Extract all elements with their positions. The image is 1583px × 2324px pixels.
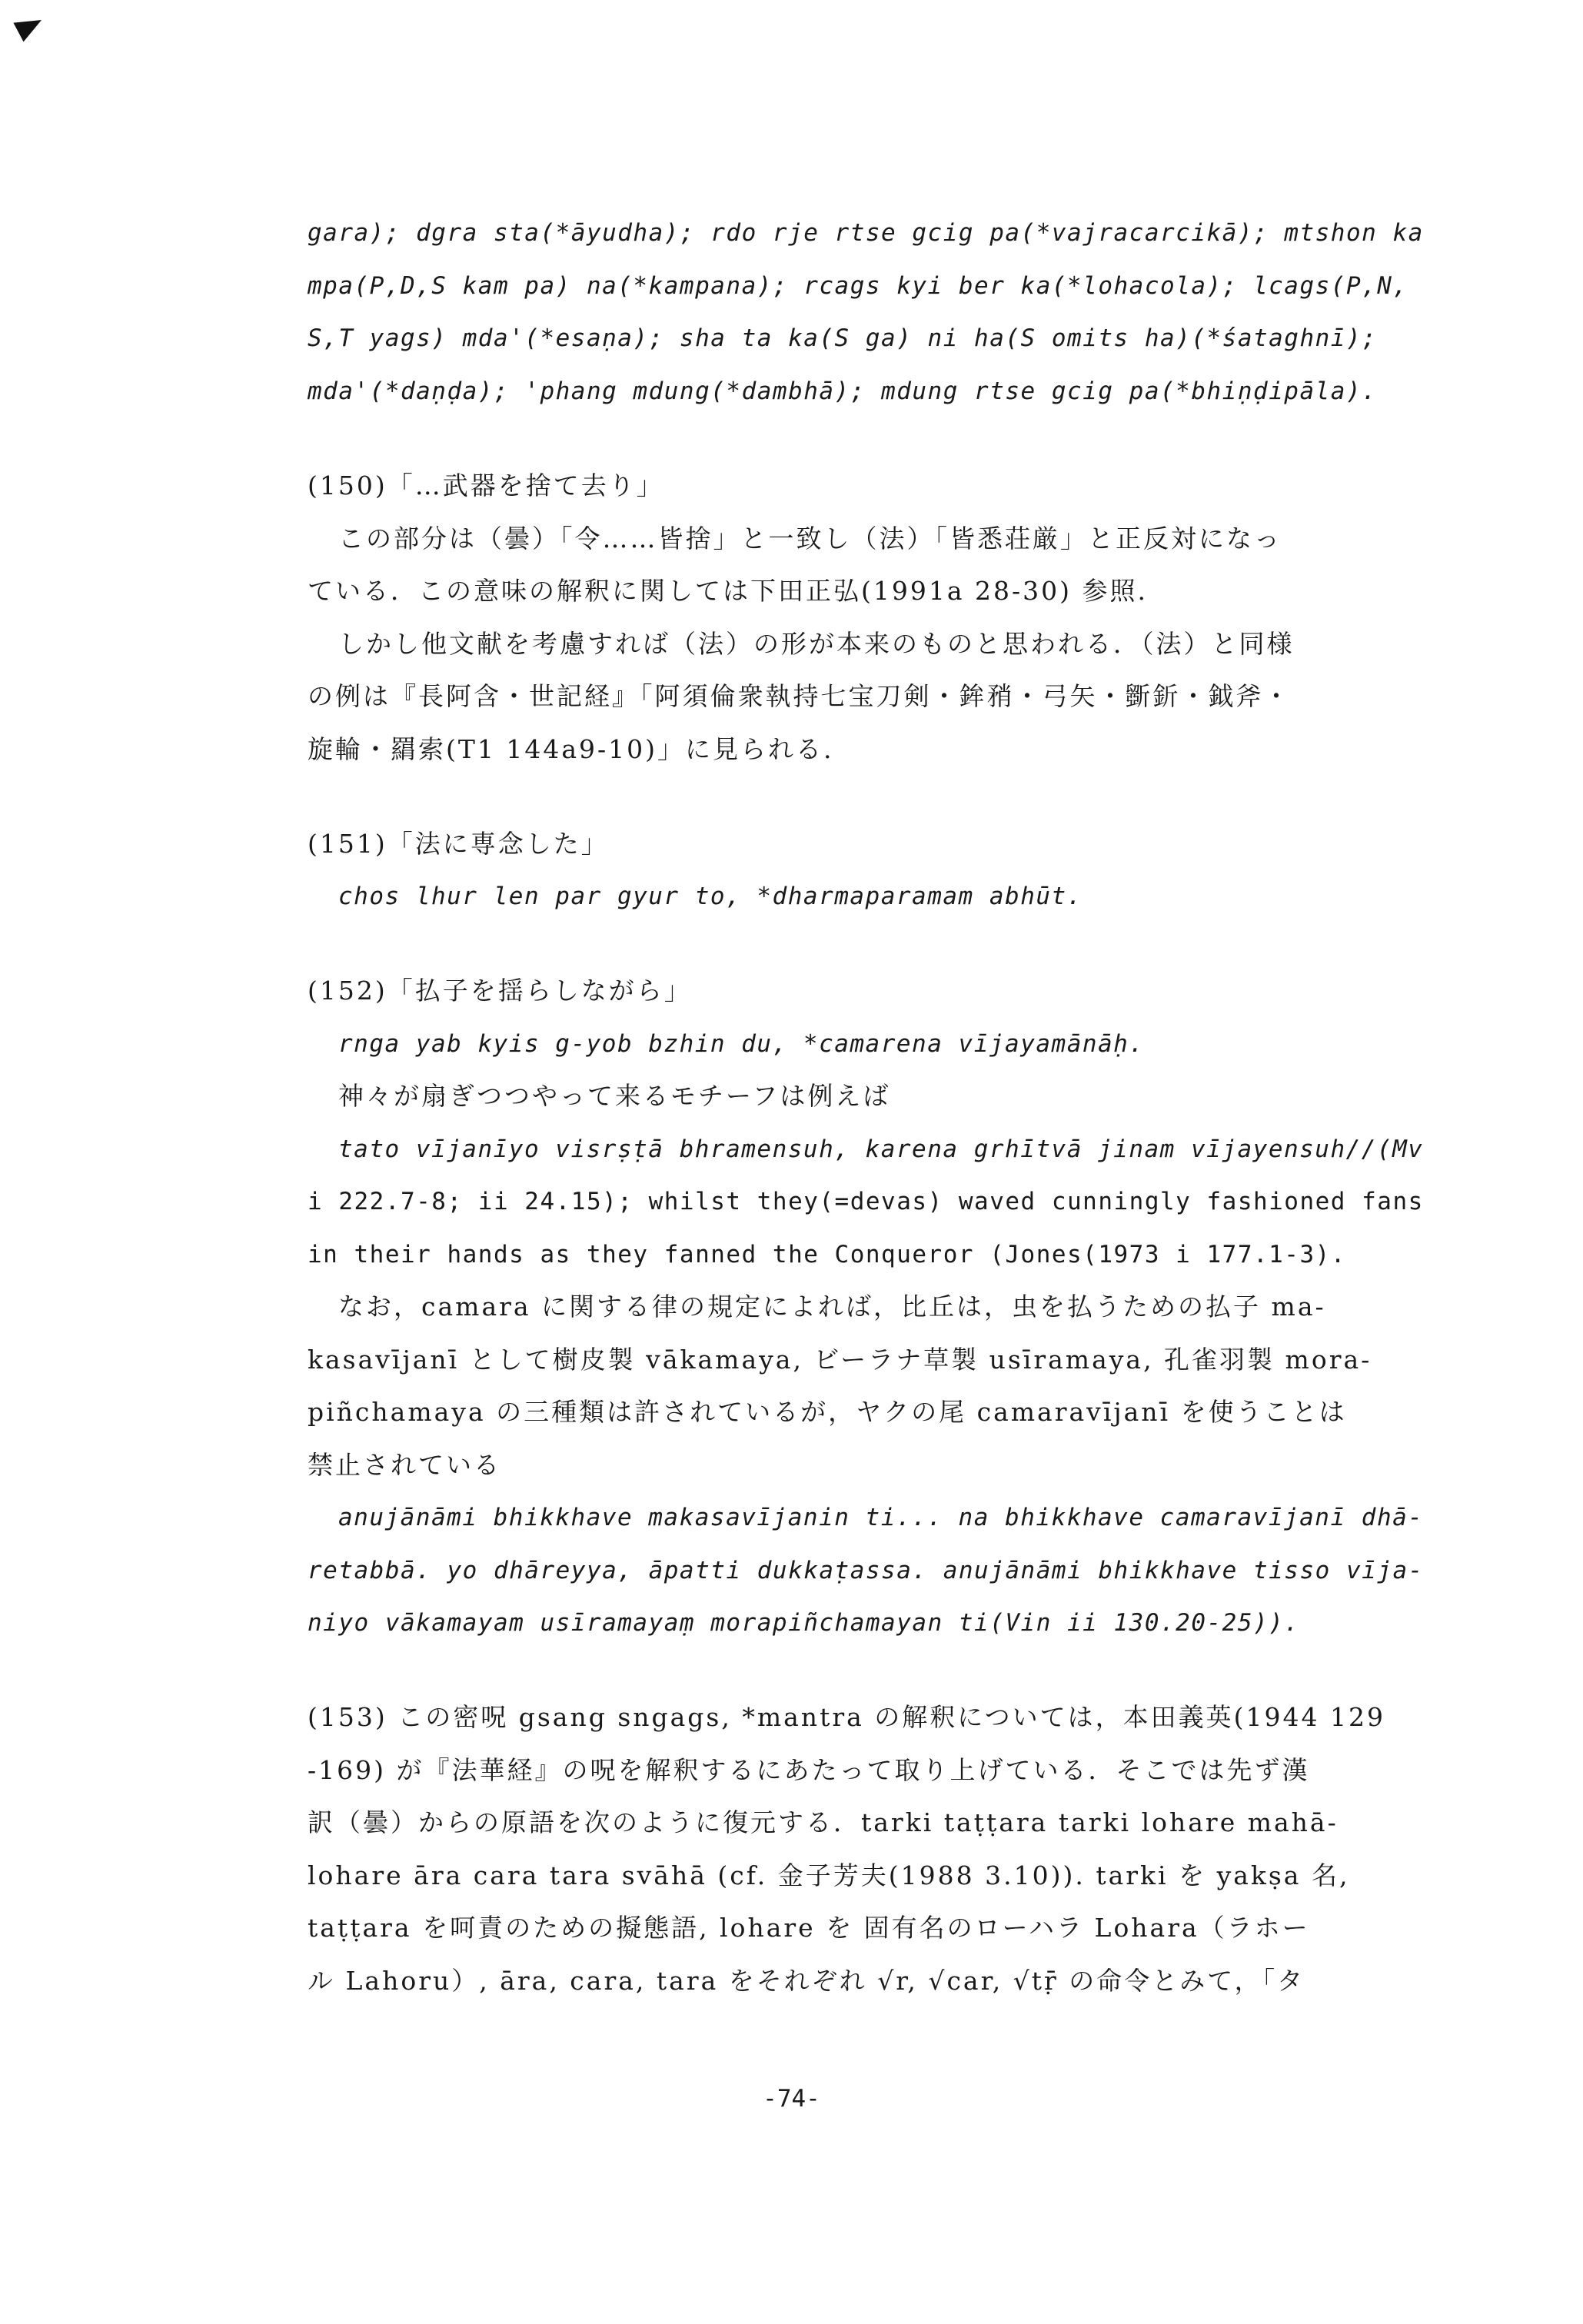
note-heading-153: (153) この密呪 gsang sngags, *mantra の解釈については，本田義英(1944 129	[308, 1702, 1385, 1732]
text-line: の例は『長阿含・世記経』「阿須倫衆執持七宝刀剣・鉾矟・弓矢・斵釿・鉞斧・	[308, 681, 1292, 711]
text-line: 禁止されている	[308, 1450, 501, 1480]
text-line: tato vījanīyo visrṣṭā bhramensuh, karena grhītvā jinam vījayensuh//(Mv	[338, 1135, 1424, 1163]
text-line: chos lhur len par gyur to, *dharmaparamam abhūt.	[338, 883, 1082, 910]
text-line: ル Lahoru）, āra, cara, tara をそれぞれ √r, √car, √tṝ の命令とみて，「タ	[308, 1966, 1305, 1996]
page-number: -74-	[763, 2085, 820, 2113]
text-line: mda'(*daṇḍa); 'phang mdung(*dambhā); mdung rtse gcig pa(*bhiṇḍipāla).	[308, 377, 1378, 405]
text-line: S,T yags) mda'(*esaṇa); sha ta ka(S ga) ni ha(S omits ha)(*śataghnī);	[308, 324, 1378, 352]
text-line: ている．この意味の解釈に関しては下田正弘(1991a 28-30) 参照.	[308, 576, 1149, 606]
text-line: in their hands as they fanned the Conqueror (Jones(1973 i 177.1-3).	[308, 1241, 1346, 1268]
text-line: -169) が『法華経』の呪を解釈するにあたって取り上げている．そこでは先ず漢	[308, 1755, 1310, 1785]
text-line: niyo vākamayam usīramayaṃ morapiñchamayan ti(Vin ii 130.20-25)).	[308, 1609, 1300, 1637]
text-line: 神々が扇ぎつつやって来るモチーフは例えば	[338, 1081, 891, 1111]
note-heading-150: (150)「…武器を捨て去り」	[308, 470, 664, 500]
note-heading-152: (152)「払子を揺らしながら」	[308, 976, 692, 1006]
text-line: mpa(P,D,S kam pa) na(*kampana); rcags kyi ber ka(*lohacola); lcags(P,N,	[308, 272, 1408, 300]
text-line: retabbā. yo dhāreyya, āpatti dukkaṭassa. anujānāmi bhikkhave tisso vīja-	[308, 1557, 1424, 1584]
text-line: しかし他文献を考慮すれば（法）の形が本来のものと思われる．（法）と同様	[338, 629, 1295, 659]
text-line: i 222.7-8; ii 24.15); whilst they(=devas) waved cunningly fashioned fans	[308, 1188, 1424, 1215]
text-line: lohare āra cara tara svāhā (cf. 金子芳夫(1988 3.10)). tarki を yakṣa 名,	[308, 1860, 1350, 1890]
text-line: anujānāmi bhikkhave makasavījanin ti... na bhikkhave camaravījanī dhā-	[338, 1504, 1424, 1531]
text-line: 訳（曇）からの原語を次のように復元する．tarki taṭṭara tarki lohare mahā-	[308, 1807, 1339, 1837]
text-line: taṭṭara を呵責のための擬態語, lohare を 固有名のローハラ Lohara（ラホー	[308, 1913, 1310, 1943]
text-line: 旋輪・羂索(T1 144a9-10)」に見られる.	[308, 734, 834, 764]
text-line: piñchamaya の三種類は許されているが，ヤクの尾 camaravījanī を使うことは	[308, 1397, 1347, 1427]
text-line: rnga yab kyis g-yob bzhin du, *camarena vījayamānāḥ.	[338, 1030, 1145, 1058]
text-line: この部分は（曇）「令……皆捨」と一致し（法）「皆悉荘厳」と正反対になっ	[338, 524, 1282, 554]
note-heading-151: (151)「法に専念した」	[308, 829, 609, 859]
text-line: なお，camara に関する律の規定によれば，比丘は，虫を払うための払子 ma-	[338, 1292, 1326, 1322]
text-line: kasavījanī として樹皮製 vākamaya, ビーラナ草製 usīramaya, 孔雀羽製 mora-	[308, 1345, 1372, 1375]
text-line: gara); dgra sta(*āyudha); rdo rje rtse gcig pa(*vajracarcikā); mtshon ka	[308, 219, 1424, 247]
scan-corner-mark	[13, 11, 46, 42]
